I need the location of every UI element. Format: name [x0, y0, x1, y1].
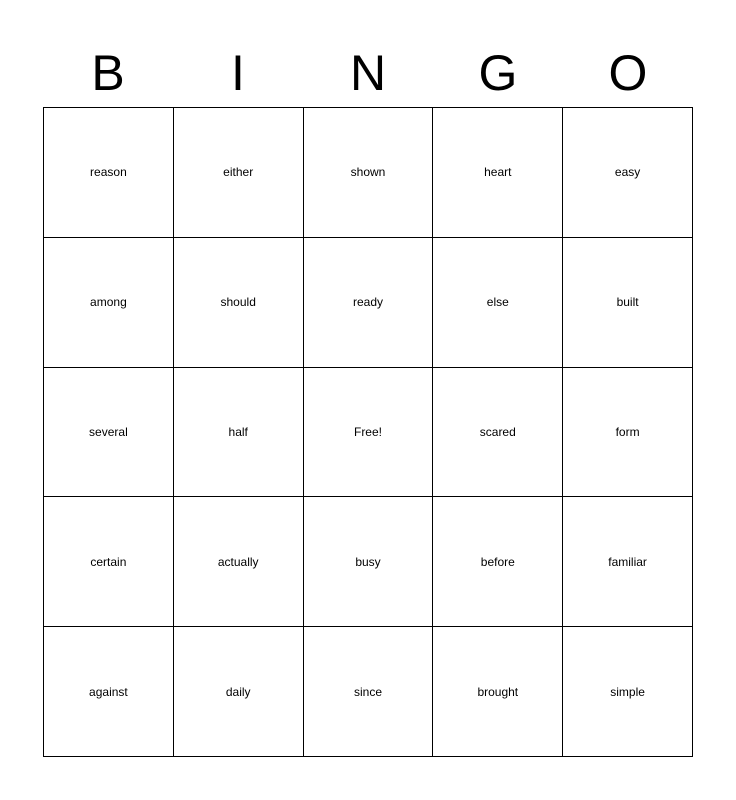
bingo-cell: shown	[304, 108, 434, 238]
header-letter-g: G	[478, 45, 518, 101]
bingo-header	[43, 40, 693, 106]
bingo-grid	[43, 107, 693, 757]
bingo-cell: should	[174, 238, 304, 368]
bingo-cell: reason	[44, 108, 174, 238]
header-letter-b: B	[91, 45, 125, 101]
bingo-cell: else	[433, 238, 563, 368]
bingo-cell: before	[433, 497, 563, 627]
bingo-cell: busy	[304, 497, 434, 627]
bingo-cell: built	[563, 238, 693, 368]
bingo-cell: simple	[563, 627, 693, 757]
header-letter-i: I	[231, 45, 245, 101]
bingo-cell: either	[174, 108, 304, 238]
bingo-cell: actually	[174, 497, 304, 627]
bingo-cell: certain	[44, 497, 174, 627]
free-space-cell: Free!	[304, 368, 434, 498]
bingo-cell: brought	[433, 627, 563, 757]
bingo-cell: against	[44, 627, 174, 757]
bingo-cell: heart	[433, 108, 563, 238]
header-letter-n: N	[349, 45, 387, 101]
bingo-cell: daily	[174, 627, 304, 757]
bingo-cell: scared	[433, 368, 563, 498]
bingo-cell: several	[44, 368, 174, 498]
header-letter-o: O	[608, 45, 648, 101]
bingo-cell: familiar	[563, 497, 693, 627]
bingo-cell: ready	[304, 238, 434, 368]
bingo-cell: easy	[563, 108, 693, 238]
bingo-cell: form	[563, 368, 693, 498]
bingo-cell: since	[304, 627, 434, 757]
bingo-cell: among	[44, 238, 174, 368]
bingo-cell: half	[174, 368, 304, 498]
